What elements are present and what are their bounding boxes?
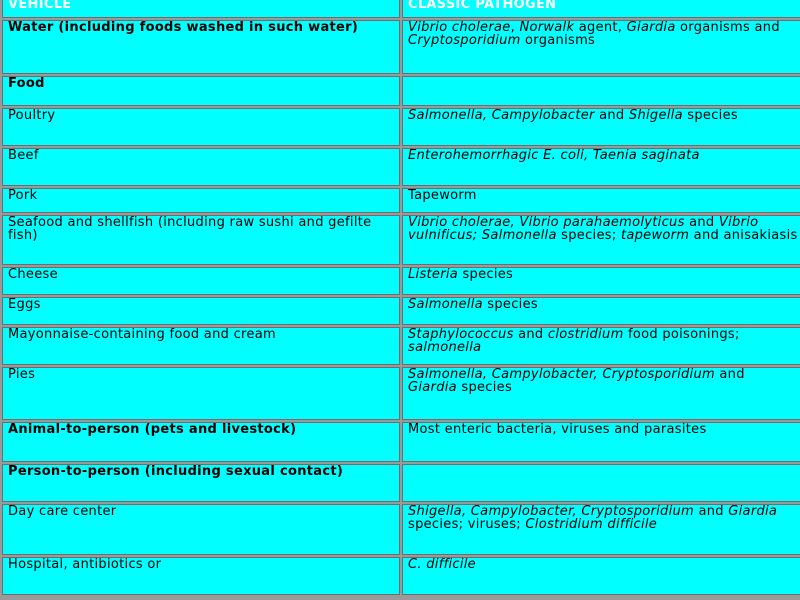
table-row (2, 367, 800, 420)
vehicle-cell-seafood: Seafood and shellfish (including raw sushi and gefilte fish) (2, 215, 400, 265)
vehicle-cell-animal-to-person: Animal-to-person (pets and livestock) (2, 422, 400, 462)
vehicle-cell-water: Water (including foods washed in such water) (2, 20, 400, 74)
pathogen-term: Listeria (408, 267, 459, 282)
table-row (2, 188, 800, 213)
pathogen-term: Giardia (626, 20, 676, 35)
pathogen-text: organisms and (675, 20, 780, 35)
pathogen-cell-person-to-person (402, 464, 800, 502)
pathogen-cell-water (402, 20, 800, 74)
vehicle-cell-pork: Pork (2, 188, 400, 213)
table-row (2, 148, 800, 186)
pathogen-cell-pork: Tapeworm (402, 188, 800, 213)
pathogen-term: Enterohemorrhagic E. coli, Taenia saginata (408, 148, 700, 163)
pathogen-text: species (458, 267, 514, 282)
table-row (2, 215, 800, 265)
pathogen-text: species; viruses; (408, 517, 526, 532)
pathogen-term: Salmonella (408, 297, 483, 312)
pathogen-text: organisms (520, 33, 596, 48)
table-row (2, 108, 800, 146)
header-vehicle: VEHICLE (2, 0, 400, 18)
vehicle-cell-eggs: Eggs (2, 297, 400, 325)
vehicle-cell-person-to-person: Person-to-person (including sexual contact) (2, 464, 400, 502)
table-row (2, 557, 800, 595)
pathogen-term: C. difficile (408, 557, 476, 572)
table-row (2, 267, 800, 295)
pathogen-text: , (510, 20, 520, 35)
table-row (2, 422, 800, 462)
pathogen-cell-food (402, 76, 800, 106)
pathogen-text: and (594, 108, 629, 123)
pathogen-text: and anisakiasis (689, 228, 798, 243)
pathogen-term: clostridium (547, 327, 624, 342)
pathogen-term: Shigella (628, 108, 683, 123)
pathogen-text: and (513, 327, 548, 342)
pathogen-term: Vibrio cholerae (408, 20, 511, 35)
vehicle-cell-day-care-center: Day care center (2, 504, 400, 555)
pathogen-term: salmonella (408, 340, 482, 355)
table-row (2, 76, 800, 106)
vehicle-cell-pies: Pies (2, 367, 400, 420)
pathogen-text: species (682, 108, 738, 123)
pathogen-cell-hospital (402, 557, 800, 595)
pathogen-cell-beef (402, 148, 800, 186)
pathogen-text: and (684, 215, 719, 230)
pathogen-term: Giardia (408, 380, 457, 395)
pathogen-cell-pies (402, 367, 800, 420)
pathogen-cell-mayonnaise (402, 327, 800, 365)
pathogen-term: Salmonella, Campylobacter, Cryptosporidium (408, 367, 715, 382)
pathogen-term: Giardia (728, 504, 778, 519)
pathogen-cell-seafood (402, 215, 800, 265)
vehicle-cell-poultry: Poultry (2, 108, 400, 146)
header-classic-pathogen: CLASSIC PATHOGEN (402, 0, 800, 18)
table-row (2, 297, 800, 325)
pathogen-cell-animal-to-person: Most enteric bacteria, viruses and parasites (402, 422, 800, 462)
vehicle-cell-food: Food (2, 76, 400, 106)
pathogen-cell-poultry (402, 108, 800, 146)
table-header-row (2, 0, 800, 18)
pathogen-text: food poisonings; (623, 327, 740, 342)
pathogen-term: Cryptosporidium (408, 33, 521, 48)
pathogen-term: Norwalk (519, 20, 575, 35)
pathogen-text: species (482, 297, 538, 312)
vehicle-cell-mayonnaise: Mayonnaise-containing food and cream (2, 327, 400, 365)
pathogen-term: Salmonella, Campylobacter (408, 108, 595, 123)
table-row (2, 20, 800, 74)
table-row (2, 504, 800, 555)
pathogen-term: Shigella, Campylobacter, Cryptosporidium (408, 504, 695, 519)
pathogen-cell-day-care-center (402, 504, 800, 555)
pathogen-term: tapeworm (620, 228, 690, 243)
pathogen-cell-cheese (402, 267, 800, 295)
pathogen-term: Staphylococcus (408, 327, 514, 342)
vehicle-cell-cheese: Cheese (2, 267, 400, 295)
pathogen-text: and (714, 367, 745, 382)
pathogen-text: agent, (574, 20, 627, 35)
pathogen-term: Clostridium difficile (525, 517, 658, 532)
table-row (2, 464, 800, 502)
pathogen-text: and (694, 504, 729, 519)
pathogen-term: Vibrio cholerae, Vibrio parahaemolyticus (408, 215, 685, 230)
vehicle-cell-beef: Beef (2, 148, 400, 186)
pathogen-term: Vibrio vulnificus; Salmonella (408, 215, 759, 243)
pathogen-text: species (456, 380, 513, 395)
table-row (2, 327, 800, 365)
vehicle-cell-hospital: Hospital, antibiotics or (2, 557, 400, 595)
pathogen-text: species; (556, 228, 621, 243)
pathogen-cell-eggs (402, 297, 800, 325)
